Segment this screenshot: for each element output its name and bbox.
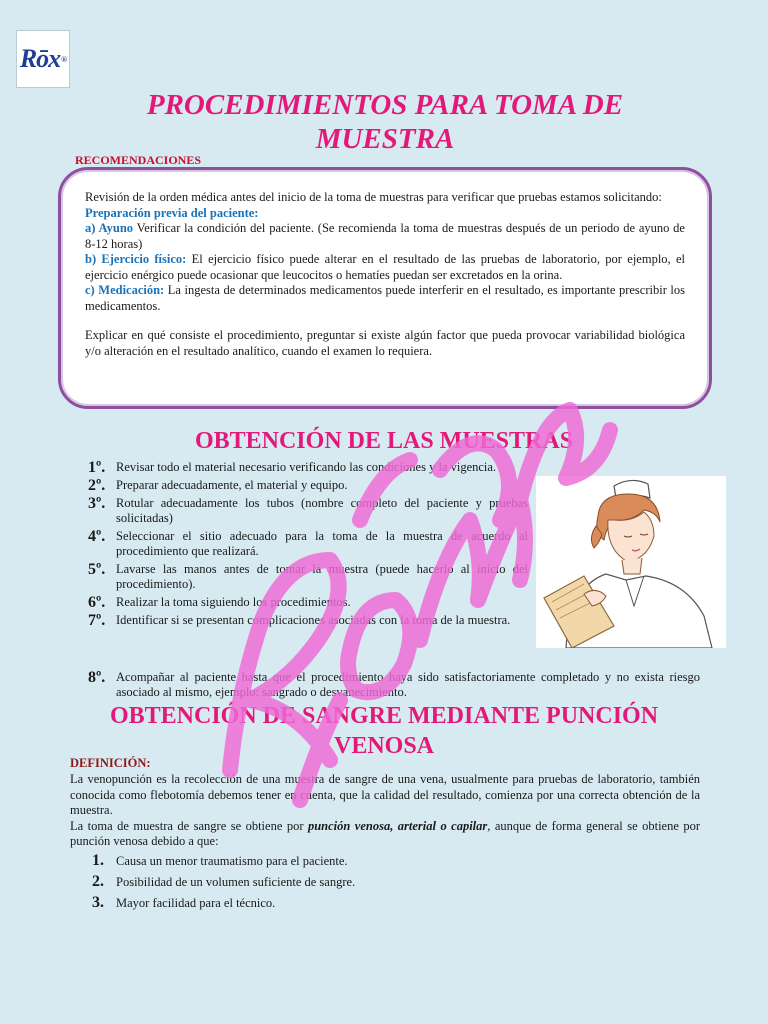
recomendaciones-box [58, 167, 712, 409]
step-text: Seleccionar el sitio adecuado para la toma de la muestra de acuerdo al procedimiento que realizará. [116, 529, 528, 558]
rec-item-label: c) Medicación: [85, 283, 165, 297]
list-item [88, 613, 528, 628]
step-text: Realizar la toma siguiendo los procedimientos. [116, 595, 351, 609]
list-item [88, 595, 528, 610]
logo-reg: ® [61, 54, 67, 64]
nurse-illustration [536, 476, 726, 648]
step-text: Identificar si se presentan complicaciones asociadas con la toma de la muestra. [116, 613, 511, 627]
list-item [88, 478, 528, 493]
step-number: 2º. [88, 477, 106, 494]
rec-item-text: El ejercicio físico puede alterar en el resultado de las pruebas de laboratorio, por ejemplo, el ejercicio enérgico puede ocasionar que leucocitos o hematíes puedan ser excretados en la orina. [85, 252, 685, 282]
recomendaciones-label: RECOMENDACIONES [75, 153, 202, 167]
reason-number: 1. [92, 852, 104, 869]
rec-intro: Revisión de la orden médica antes del inicio de la toma de muestras para verificar que pruebas estamos solicitando: [85, 190, 662, 204]
para2-post: , aunque de forma general se obtiene por punción venosa debido a que: [70, 818, 701, 848]
step-number: 4º. [88, 528, 106, 545]
reason-text: Mayor facilidad para el técnico. [116, 896, 276, 910]
definicion-label: DEFINICIÓN: [70, 756, 151, 770]
rec-item-medicacion [85, 283, 685, 314]
rec-item-text: La ingesta de determinados medicamentos puede interferir en el resultado, es importante prescribir los medicamentos. [85, 283, 686, 313]
list-item [88, 562, 528, 592]
step-number: 3º. [88, 495, 106, 512]
rec-item-label: a) Ayuno [85, 221, 134, 235]
step-text: Lavarse las manos antes de tomar la muestra (puede hacerlo al inicio del procedimiento). [116, 562, 528, 591]
nurse-drawing [536, 476, 726, 648]
prep-title: Preparación previa del paciente: [85, 205, 259, 220]
definicion-para1: La venopunción es la recolección de una muestra de sangre de una vena, usualmente para pruebas de laboratorio, también conocida como flebotomía debemos tener en cuenta, que la calidad del resultado, comienza por una correcta obtención de la muestra. [70, 772, 700, 817]
step-text: Rotular adecuadamente los tubos (nombre completo del paciente y pruebas solicitadas) [116, 496, 528, 525]
venosa-heading-line2: VENOSA [333, 733, 435, 759]
step-text: Acompañar al paciente hasta que el procedimiento haya sido satisfactoriamente completado y no exista riesgo asociado al mismo, ejemplo: sangrado o desvanecimiento. [116, 670, 700, 699]
step-number: 7º. [88, 612, 106, 629]
obtencion-heading: OBTENCIÓN DE LAS MUESTRAS [194, 428, 574, 454]
step-text: Preparar adecuadamente, el material y equipo. [116, 478, 348, 492]
step-number: 6º. [88, 594, 106, 611]
list-item [88, 529, 528, 559]
list-item [88, 670, 700, 700]
list-item [92, 873, 592, 891]
para2-pre: La toma de muestra de sangre se obtiene por [70, 818, 308, 833]
reason-number: 2. [92, 873, 104, 890]
list-item [88, 460, 528, 475]
list-item [92, 852, 592, 870]
rec-item-ejercicio [85, 252, 685, 283]
step-text: Revisar todo el material necesario verificando las condiciones y la vigencia. [116, 460, 497, 474]
definicion-para2 [70, 819, 700, 850]
steps-list [88, 460, 528, 631]
list-item [88, 496, 528, 526]
step-number: 5º. [88, 561, 106, 578]
venosa-heading-line1: OBTENCIÓN DE SANGRE MEDIANTE PUNCIÓN [109, 703, 659, 729]
page-title: PROCEDIMIENTOS PARA TOMA DE MUESTRA [146, 89, 624, 155]
rec-item-label: b) Ejercicio físico: [85, 252, 187, 266]
reasons-list [92, 852, 592, 915]
rox-logo [16, 30, 70, 88]
rec-closing: Explicar en qué consiste el procedimiento, preguntar si existe algún factor que pueda provocar variabilidad biológica y/o alteración en el resultado analítico, cuando el examen lo requiera. [85, 328, 685, 358]
list-item [92, 894, 592, 912]
para2-emphasis: punción venosa, arterial o capilar [307, 818, 488, 833]
step-number: 1º. [88, 459, 106, 476]
definicion-body [70, 772, 700, 850]
reason-text: Posibilidad de un volumen suficiente de sangre. [116, 875, 356, 889]
rec-item-text: Verificar la condición del paciente. (Se recomienda la toma de muestras después de un periodo de ayuno de 8-12 horas) [85, 221, 685, 251]
reason-text: Causa un menor traumatismo para el paciente. [116, 854, 348, 868]
step-number: 8º. [88, 669, 106, 686]
rec-item-ayuno [85, 221, 685, 252]
reason-number: 3. [92, 894, 104, 911]
logo-text: Rōx [19, 44, 61, 73]
